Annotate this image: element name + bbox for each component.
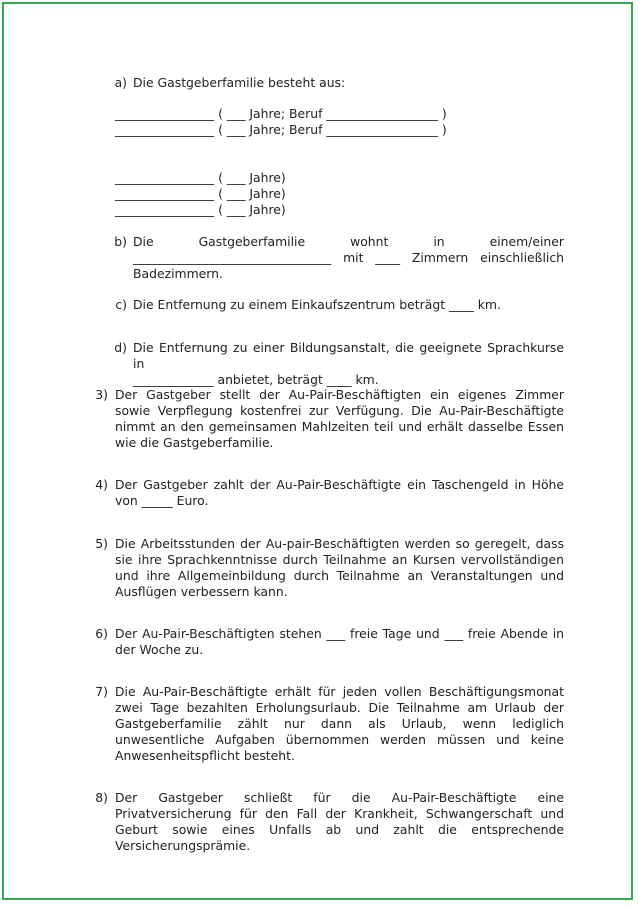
item-8-text: Der Gastgeber schließt für die Au-Pair-Beschäftigte eine Privatversicherung für den Fall der Krankheit, Schwangerschaft und Geburt sowie eines Unfalls ab und zahlt die entsprechende Versicherungsprämie. xyxy=(115,790,564,853)
child-line-2: ________________ ( ___ Jahre) xyxy=(115,186,286,201)
section-c-label: c) xyxy=(115,297,127,312)
item-3-number: 3) xyxy=(95,387,108,402)
section-a-intro: Die Gastgeberfamilie besteht aus: xyxy=(133,75,346,90)
section-b-line-1: Die Gastgeberfamilie wohnt in einem/einer xyxy=(133,234,564,249)
child-line-1: ________________ ( ___ Jahre) xyxy=(115,170,286,185)
section-d-line-2: _____________ anbietet, beträgt ____ km. xyxy=(133,372,379,387)
section-b-line-3: Badezimmern. xyxy=(133,266,223,281)
item-4-text: Der Gastgeber zahlt der Au-Pair-Beschäftigte ein Taschengeld in Höhe von _____ Euro. xyxy=(115,477,564,508)
item-8-number: 8) xyxy=(95,790,108,805)
section-a-label: a) xyxy=(114,75,127,90)
item-7-number: 7) xyxy=(95,684,108,699)
item-6-text: Der Au-Pair-Beschäftigten stehen ___ freie Tage und ___ freie Abende in der Woche zu. xyxy=(115,626,564,657)
item-4-number: 4) xyxy=(95,477,108,492)
section-d-label: d) xyxy=(114,340,127,355)
parent-line-1: ________________ ( ___ Jahre; Beruf __________________ ) xyxy=(115,106,447,121)
section-b-text xyxy=(133,234,564,282)
child-line-3: ________________ ( ___ Jahre) xyxy=(115,202,286,217)
item-6-number: 6) xyxy=(95,626,108,641)
section-d-text xyxy=(133,340,564,388)
item-5-number: 5) xyxy=(95,536,108,551)
section-b-line-2: ________________________________ mit ____ Zimmern einschließlich xyxy=(133,250,564,265)
item-3-text: Der Gastgeber stellt der Au-Pair-Beschäftigten ein eigenes Zimmer sowie Verpflegung kostenfrei zur Verfügung. Die Au-Pair-Beschäftigte nimmt an den gemeinsamen Mahlzeiten teil und erhält dasselbe Essen wie die Gastgeberfamilie. xyxy=(115,387,564,450)
item-5-text: Die Arbeitsstunden der Au-pair-Beschäftigten werden so geregelt, dass sie ihre Sprachkenntnisse durch Teilnahme an Kursen vervollständigen und ihre Allgemeinbildung durch Teilnahme an Veranstaltungen und Ausflügen verbessern kann. xyxy=(115,536,564,599)
parent-line-2: ________________ ( ___ Jahre; Beruf __________________ ) xyxy=(115,122,447,137)
section-d-line-1: Die Entfernung zu einer Bildungsanstalt, die geeignete Sprachkurse in xyxy=(133,340,564,371)
section-b-label: b) xyxy=(114,234,127,249)
item-7-text: Die Au-Pair-Beschäftigte erhält für jeden vollen Beschäftigungsmonat zwei Tage bezahlten Erholungsurlaub. Die Teilnahme am Urlaub der Gastgeberfamilie zählt nur dann als Urlaub, wenn lediglich unwesentliche Aufgaben übernommen werden müssen und keine Anwesenheitspflicht besteht. xyxy=(115,684,564,763)
section-c-text: Die Entfernung zu einem Einkaufszentrum beträgt ____ km. xyxy=(133,297,501,312)
